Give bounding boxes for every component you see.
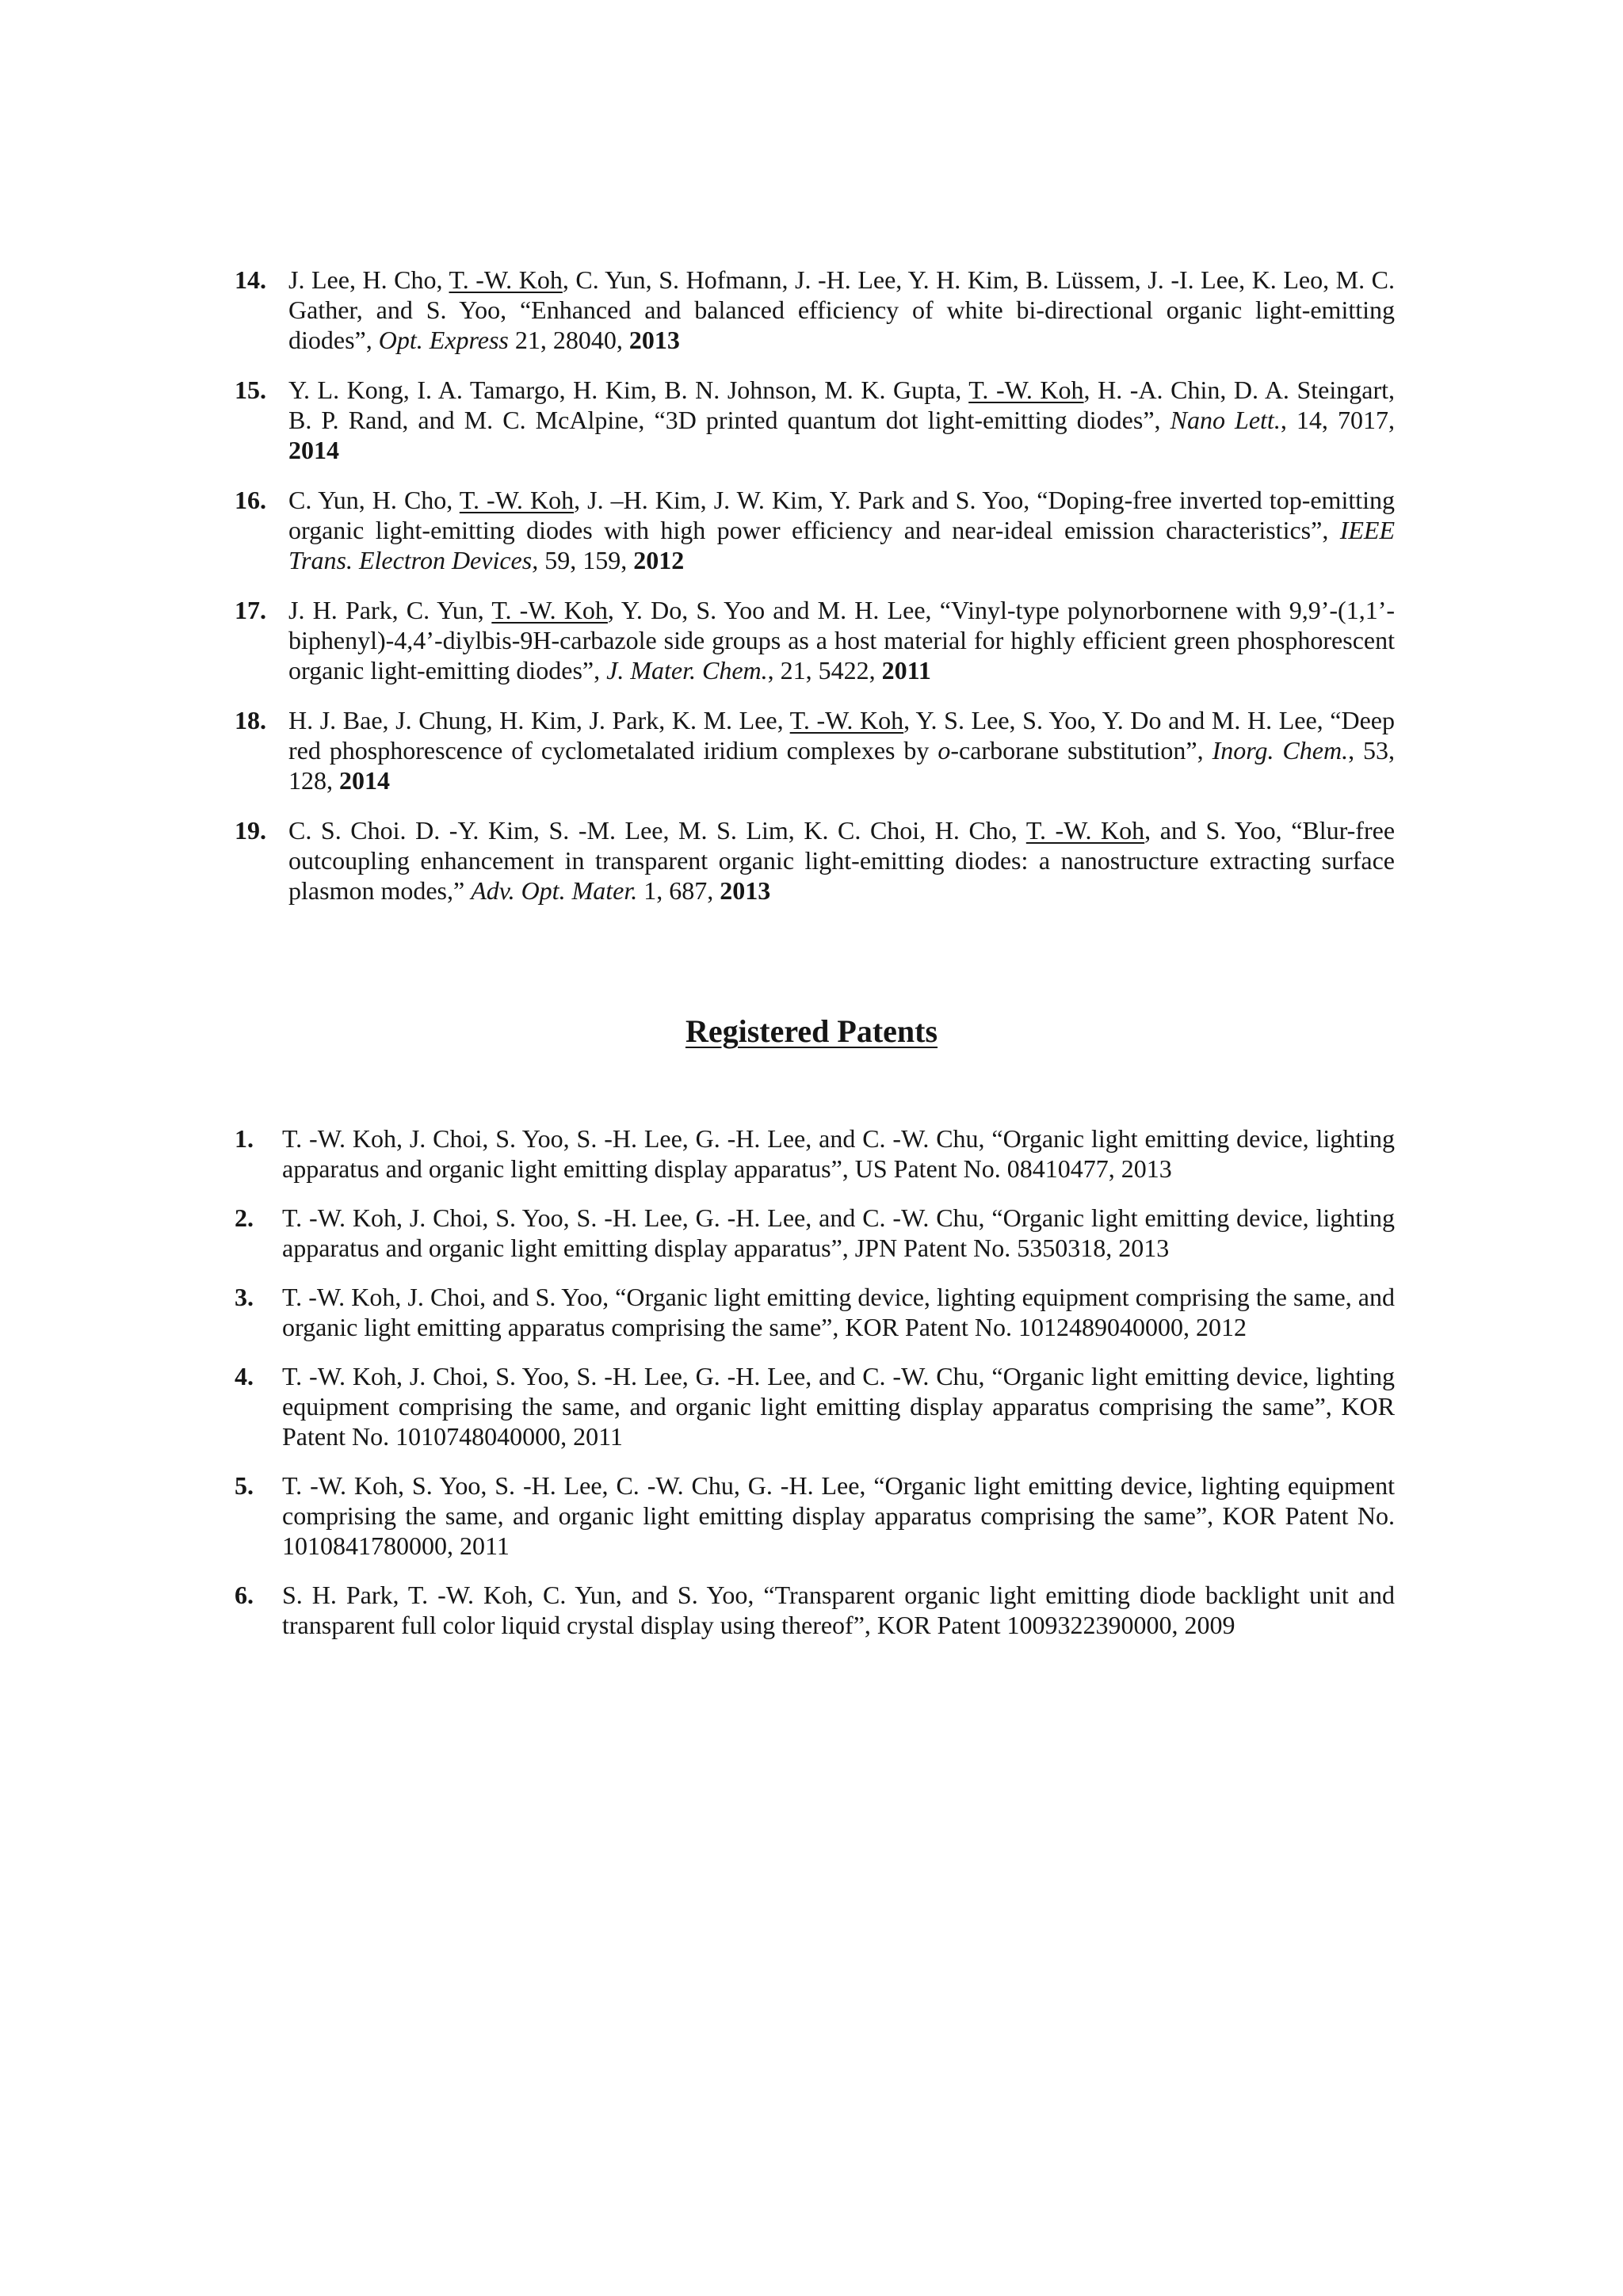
authors-before: C. S. Choi. D. -Y. Kim, S. -M. Lee, M. S. Lim, K. C. Choi, H. Cho, xyxy=(288,816,1026,845)
section-heading: Registered Patents xyxy=(685,1013,938,1049)
underlined-author: T. -W. Koh xyxy=(491,596,608,624)
publication-year: 2012 xyxy=(633,546,685,574)
publication-year: 2014 xyxy=(288,436,339,464)
publication-entry xyxy=(235,705,1395,795)
authors-and-title: , Y. S. Lee, S. Yoo, Y. Do and M. H. Lee, “Deep red phosphorescence of cyclometalated iridium complexes by xyxy=(288,706,1396,765)
patent-text: S. H. Park, T. -W. Koh, C. Yun, and S. Yoo, “Transparent organic light emitting diode backlight unit and transparent full color liquid crystal display using thereof”, KOR Patent 1009322390000, 2009 xyxy=(282,1581,1395,1639)
underlined-author: T. -W. Koh xyxy=(789,706,904,734)
patent-entry xyxy=(235,1361,1395,1451)
entry-text xyxy=(288,595,1395,685)
entry-number: 16. xyxy=(235,486,266,514)
publication-entry xyxy=(235,265,1395,355)
entry-number: 3. xyxy=(235,1283,254,1311)
volume-pages: 21, 28040, xyxy=(508,326,629,354)
underlined-author: T. -W. Koh xyxy=(1025,816,1145,845)
publication-year: 2013 xyxy=(720,876,771,905)
patent-entry xyxy=(235,1123,1395,1184)
authors-before: C. Yun, H. Cho, xyxy=(288,486,460,514)
publication-entry xyxy=(235,375,1395,465)
entry-text xyxy=(288,815,1395,906)
title-end: -carborane substitution”, xyxy=(950,736,1212,765)
publication-list xyxy=(235,265,1395,925)
authors-and-title: , Y. Do, S. Yoo and M. H. Lee, “Vinyl-type polynorbornene with 9,9’-(1,1’-biphenyl)-4,4’-diylbis-9H-carbazole side groups as a host material for highly efficient green phosphorescent organic light-emitting diodes”, xyxy=(288,596,1396,685)
patent-entry xyxy=(235,1282,1395,1342)
entry-number: 1. xyxy=(235,1124,254,1153)
volume-pages: , 21, 5422, xyxy=(767,656,882,685)
entry-number: 19. xyxy=(235,816,266,845)
publication-entry xyxy=(235,485,1395,575)
journal-name: Nano Lett. xyxy=(1170,406,1281,434)
entry-text xyxy=(288,375,1395,465)
authors-before: H. J. Bae, J. Chung, H. Kim, J. Park, K. M. Lee, xyxy=(288,706,790,734)
entry-text xyxy=(288,265,1395,355)
authors-and-title: , C. Yun, S. Hofmann, J. -H. Lee, Y. H. Kim, B. Lüssem, J. -I. Lee, K. Leo, M. C. Gather, and S. Yoo, “Enhanced and balanced efficiency of white bi-directional organic light-emitting diodes”, xyxy=(288,265,1396,354)
entry-number: 14. xyxy=(235,265,266,294)
underlined-author: T. -W. Koh xyxy=(459,486,575,514)
entry-text xyxy=(288,705,1395,795)
authors-before: J. Lee, H. Cho, xyxy=(288,265,449,294)
journal-name: IEEE Trans. Electron Devices, xyxy=(288,516,1395,574)
entry-number: 5. xyxy=(235,1471,254,1500)
publication-year: 2011 xyxy=(881,656,931,685)
journal-name: Inorg. Chem. xyxy=(1212,736,1349,765)
publication-year: 2014 xyxy=(339,766,390,795)
volume-pages: , 53, 128, xyxy=(288,736,1396,795)
authors-and-title: , H. -A. Chin, D. A. Steingart, B. P. Rand, and M. C. McAlpine, “3D printed quantum dot light-emitting diodes”, xyxy=(288,376,1396,434)
entry-number: 4. xyxy=(235,1362,254,1390)
entry-number: 6. xyxy=(235,1581,254,1609)
underlined-author: T. -W. Koh xyxy=(968,376,1084,404)
authors-before: Y. L. Kong, I. A. Tamargo, H. Kim, B. N. Johnson, M. K. Gupta, xyxy=(288,376,969,404)
underlined-author: T. -W. Koh xyxy=(449,265,563,294)
authors-before: J. H. Park, C. Yun, xyxy=(288,596,492,624)
journal-name: Opt. Express xyxy=(378,326,509,354)
patent-text: T. -W. Koh, S. Yoo, S. -H. Lee, C. -W. Chu, G. -H. Lee, “Organic light emitting device, lighting equipment comprising the same, and organic light emitting display apparatus comprising the same”, KOR Patent No. 1010841780000, 2011 xyxy=(282,1471,1395,1560)
journal-name: Adv. Opt. Mater. xyxy=(471,876,638,905)
authors-and-title: , J. –H. Kim, J. W. Kim, Y. Park and S. Yoo, “Doping-free inverted top-emitting organic light-emitting diodes with high power efficiency and near-ideal emission characteristics”, xyxy=(288,486,1396,544)
patent-entry xyxy=(235,1203,1395,1263)
patent-text: T. -W. Koh, J. Choi, S. Yoo, S. -H. Lee, G. -H. Lee, and C. -W. Chu, “Organic light emitting device, lighting equipment comprising the same, and organic light emitting display apparatus comprising the same”, KOR Patent No. 1010748040000, 2011 xyxy=(282,1362,1395,1451)
authors-and-title: , and S. Yoo, “Blur-free outcoupling enhancement in transparent organic light-emitting diodes: a nanostructure extracting surface plasmon modes,” xyxy=(288,816,1396,905)
patent-entry xyxy=(235,1580,1395,1640)
patent-list xyxy=(235,1123,1395,1659)
entry-number: 18. xyxy=(235,706,266,734)
entry-number: 17. xyxy=(235,596,266,624)
patent-text: T. -W. Koh, J. Choi, S. Yoo, S. -H. Lee, G. -H. Lee, and C. -W. Chu, “Organic light emitting device, lighting apparatus and organic light emitting display apparatus”, JPN Patent No. 5350318, 2013 xyxy=(282,1203,1395,1262)
entry-number: 15. xyxy=(235,376,266,404)
volume-pages: 59, 159, xyxy=(538,546,634,574)
publication-entry xyxy=(235,595,1395,685)
journal-name: J. Mater. Chem. xyxy=(606,656,768,685)
entry-number: 2. xyxy=(235,1203,254,1232)
entry-text xyxy=(288,485,1395,575)
volume-pages: 1, 687, xyxy=(637,876,720,905)
patent-text: T. -W. Koh, J. Choi, S. Yoo, S. -H. Lee, G. -H. Lee, and C. -W. Chu, “Organic light emitting device, lighting apparatus and organic light emitting display apparatus”, US Patent No. 08410477, 2013 xyxy=(282,1124,1395,1183)
publication-entry xyxy=(235,815,1395,906)
patent-text: T. -W. Koh, J. Choi, and S. Yoo, “Organic light emitting device, lighting equipment comprising the same, and organic light emitting apparatus comprising the same”, KOR Patent No. 1012489040000, 2012 xyxy=(282,1283,1395,1341)
volume-pages: , 14, 7017, xyxy=(1280,406,1396,434)
publication-year: 2013 xyxy=(628,326,680,354)
italic-prefix: o xyxy=(938,736,951,765)
patent-entry xyxy=(235,1470,1395,1561)
